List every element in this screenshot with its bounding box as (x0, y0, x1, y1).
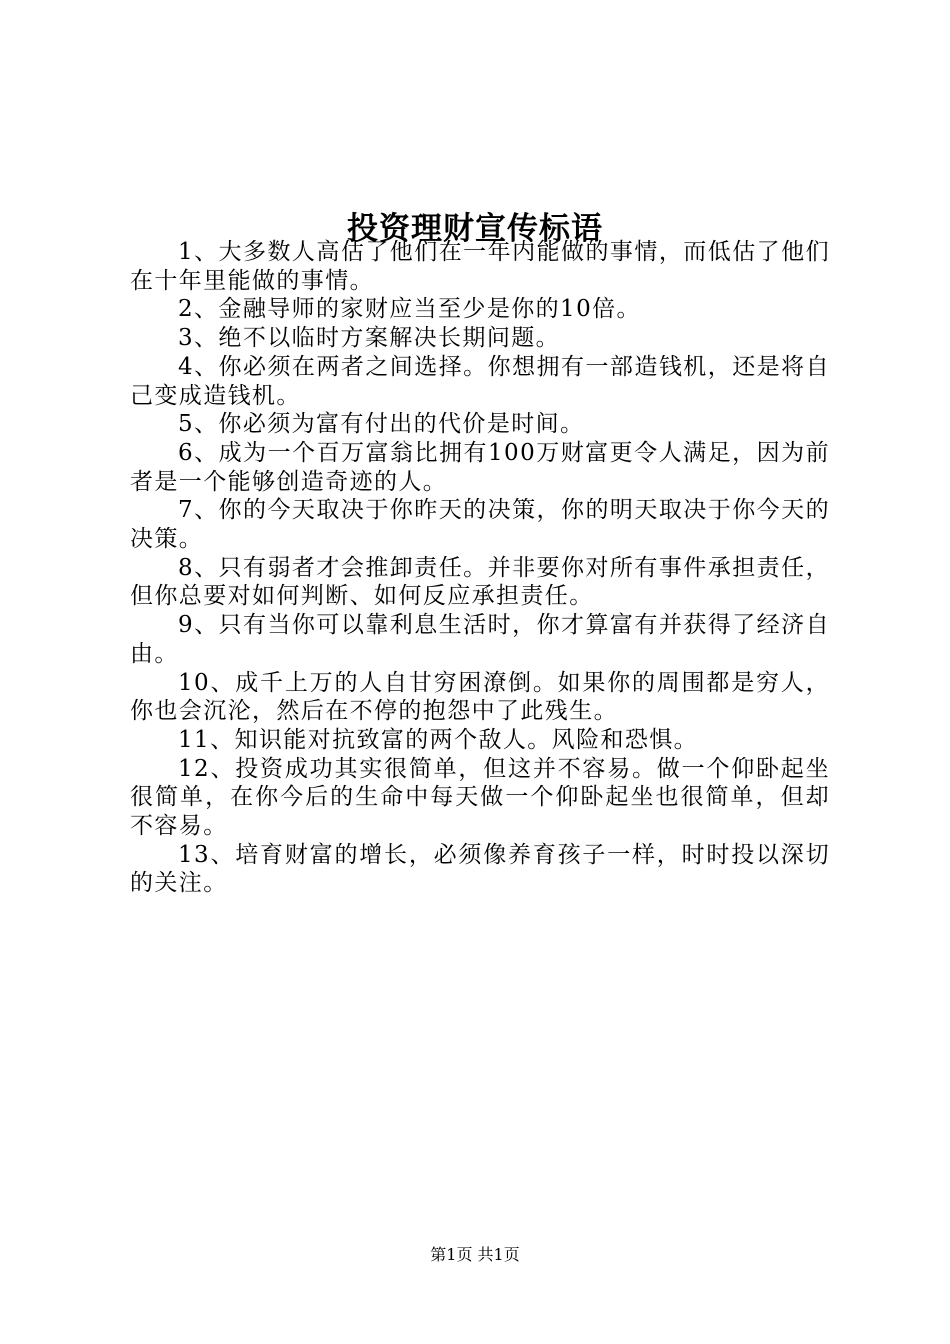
document-body (130, 238, 830, 898)
slogan-item-1: 1、大多数人高估了他们在一年内能做的事情，而低估了他们在十年里能做的事情。 (130, 239, 830, 294)
slogan-item-2: 2、金融导师的家财应当至少是你的10倍。 (178, 296, 641, 323)
slogan-item-5: 5、你必须为富有付出的代价是时间。 (178, 411, 585, 438)
page-footer: 第1页 共1页 (430, 1245, 520, 1264)
slogan-item-10: 10、成千上万的人自甘穷困潦倒。如果你的周围都是穷人，你也会沉沦，然后在不停的抱怨中了此残生。 (130, 669, 830, 725)
slogan-item-3: 3、绝不以临时方案解决长期问题。 (178, 325, 561, 352)
slogan-item-4: 4、你必须在两者之间选择。你想拥有一部造钱机，还是将自己变成造钱机。 (130, 353, 830, 409)
slogan-item-12: 12、投资成功其实很简单，但这并不容易。做一个仰卧起坐很简单，在你今后的生命中每天做一个仰卧起坐也很简单，但却不容易。 (130, 755, 830, 840)
slogan-item-9: 9、只有当你可以靠利息生活时，你才算富有并获得了经济自由。 (130, 612, 830, 667)
slogan-item-7: 7、你的今天取决于你昨天的决策，你的明天取决于你今天的决策。 (130, 497, 830, 553)
slogan-item-13: 13、培育财富的增长，必须像养育孩子一样，时时投以深切的关注。 (130, 841, 830, 897)
document-title: 投资理财宣传标语 (347, 210, 603, 247)
slogan-item-6: 6、成为一个百万富翁比拥有100万财富更令人满足，因为前者是一个能够创造奇迹的人。 (130, 439, 830, 495)
slogan-item-8: 8、只有弱者才会推卸责任。并非要你对所有事件承担责任，但你总要对如何判断、如何反应承担责任。 (130, 554, 830, 610)
slogan-item-11: 11、知识能对抗致富的两个敌人。风险和恐惧。 (178, 726, 699, 753)
